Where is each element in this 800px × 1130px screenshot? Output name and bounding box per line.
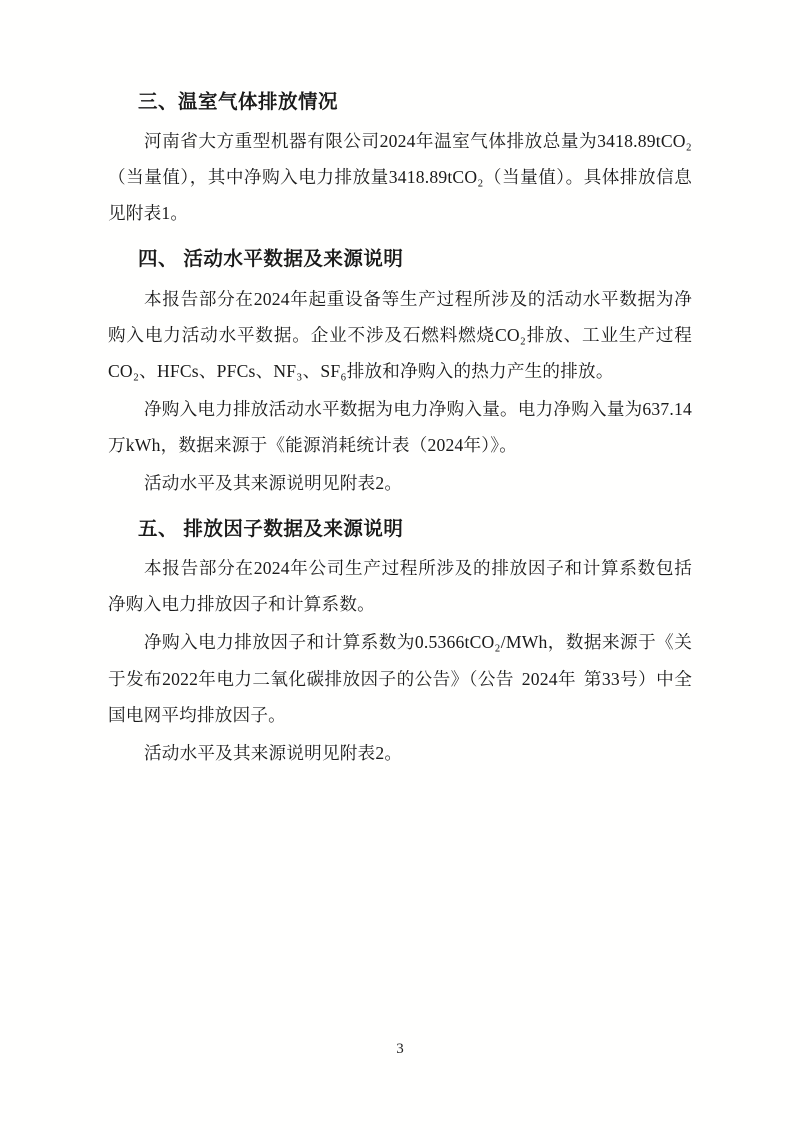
paragraph-4-2: 净购入电力排放活动水平数据为电力净购入量。电力净购入量为637.14万kWh，数据来源于《能源消耗统计表（2024年）》。: [108, 398, 692, 455]
paragraph-5-1: 本报告部分在2024年公司生产过程所涉及的排放因子和计算系数包括净购入电力排放因子和计算系数。: [108, 558, 692, 615]
paragraph-5-2: 净购入电力排放因子和计算系数为0.5366tCO₂/MWh，数据来源于《关于发布2022年电力二氧化碳排放因子的公告》（公告 2024年 第33号）中全国电网平均排放因子。: [108, 632, 692, 725]
paragraph-3-1: 河南省大方重型机器有限公司2024年温室气体排放总量为3418.89tCO₂（当量值），其中净购入电力排放量3418.89tCO₂（当量值）。具体排放信息见附表1。: [108, 131, 692, 224]
paragraph-4-3: 活动水平及其来源说明见附表2。: [144, 473, 403, 493]
paragraph-4-1: 本报告部分在2024年起重设备等生产过程所涉及的活动水平数据为净购入电力活动水平数据。企业不涉及石燃料燃烧CO₂排放、工业生产过程CO₂、HFCs、PFCs、NF₃、SF₆排放和净购入的热力产生的排放。: [108, 288, 692, 381]
section-heading-3: 三、温室气体排放情况: [138, 92, 339, 113]
document-body: [108, 88, 692, 771]
paragraph-5-3: 活动水平及其来源说明见附表2。: [144, 742, 403, 763]
page-number: 3: [396, 1041, 404, 1057]
section-heading-5: 五、 排放因子数据及来源说明: [138, 519, 404, 541]
section-heading-4: 四、 活动水平数据及来源说明: [138, 249, 404, 271]
